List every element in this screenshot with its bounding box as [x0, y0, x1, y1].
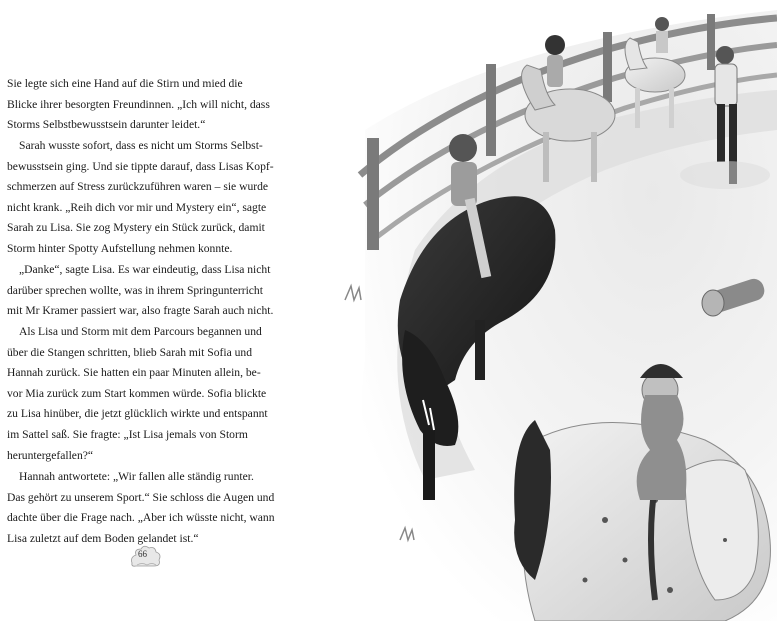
text-line: über die Stangen schritten, blieb Sarah mit Sofia und — [7, 345, 253, 359]
text-line: Das gehört zu unserem Sport.“ Sie schloss die Augen und — [7, 490, 275, 504]
page-number-badge — [128, 543, 164, 569]
text-line: Hannah antwortete: „Wir fallen alle ständig runter. — [19, 470, 254, 483]
text-column — [0, 0, 305, 621]
text-line: Sarah wusste sofort, dass es nicht um Storms Selbst- — [19, 139, 263, 152]
paragraph-3 — [7, 260, 289, 322]
riding-arena-illustration — [305, 0, 777, 621]
illustration-riding-lesson — [305, 0, 777, 621]
paragraph-5 — [7, 467, 289, 549]
text-line: Sie legte sich eine Hand auf die Stirn und mied die — [7, 77, 243, 90]
paragraph-2 — [7, 136, 289, 260]
text-line: „Danke“, sagte Lisa. Es war eindeutig, dass Lisa nicht — [19, 263, 271, 276]
text-line: im Sattel saß. Sie fragte: „Ist Lisa jemals von Storm — [7, 427, 248, 441]
text-line: vor Mia zurück zum Start kommen würde. Sofia blickte — [7, 386, 267, 400]
text-line: Storm hinter Spotty Aufstellung nehmen konnte. — [7, 241, 233, 255]
paragraph-1 — [7, 74, 289, 136]
text-line: heruntergefallen?“ — [7, 448, 94, 462]
text-line: darüber sprechen wollte, was in ihrem Springunterricht — [7, 283, 263, 297]
text-line: Lisa zuletzt auf dem Boden gelandet ist.“ — [7, 531, 199, 545]
text-line: Blicke ihrer besorgten Freundinnen. „Ich will nicht, dass — [7, 97, 270, 111]
paragraph-4 — [7, 322, 289, 466]
text-line: nicht krank. „Reih dich vor mir und Mystery ein“, sagte — [7, 200, 267, 214]
text-line: dachte über die Frage nach. „Aber ich wüsste nicht, wann — [7, 511, 275, 525]
page-number: 66 — [138, 549, 147, 559]
text-line: Hannah zurück. Sie hatten ein paar Minuten allein, be- — [7, 366, 261, 380]
text-line: zu Lisa hinüber, die jetzt glücklich wirkte und entspannt — [7, 407, 268, 421]
text-line: bewusstsein ging. Und sie tippte darauf, dass Lisas Kopf- — [7, 159, 274, 173]
text-line: Storms Selbstbewusstsein darunter leidet.“ — [7, 118, 206, 132]
text-line: schmerzen auf Stress zurückzuführen waren – sie wurde — [7, 180, 269, 194]
text-line: Als Lisa und Storm mit dem Parcours begannen und — [19, 325, 262, 338]
text-line: mit Mr Kramer passiert war, also fragte Sarah auch nicht. — [7, 304, 274, 318]
text-line: Sarah zu Lisa. Sie zog Mystery ein Stück zurück, damit — [7, 221, 265, 235]
